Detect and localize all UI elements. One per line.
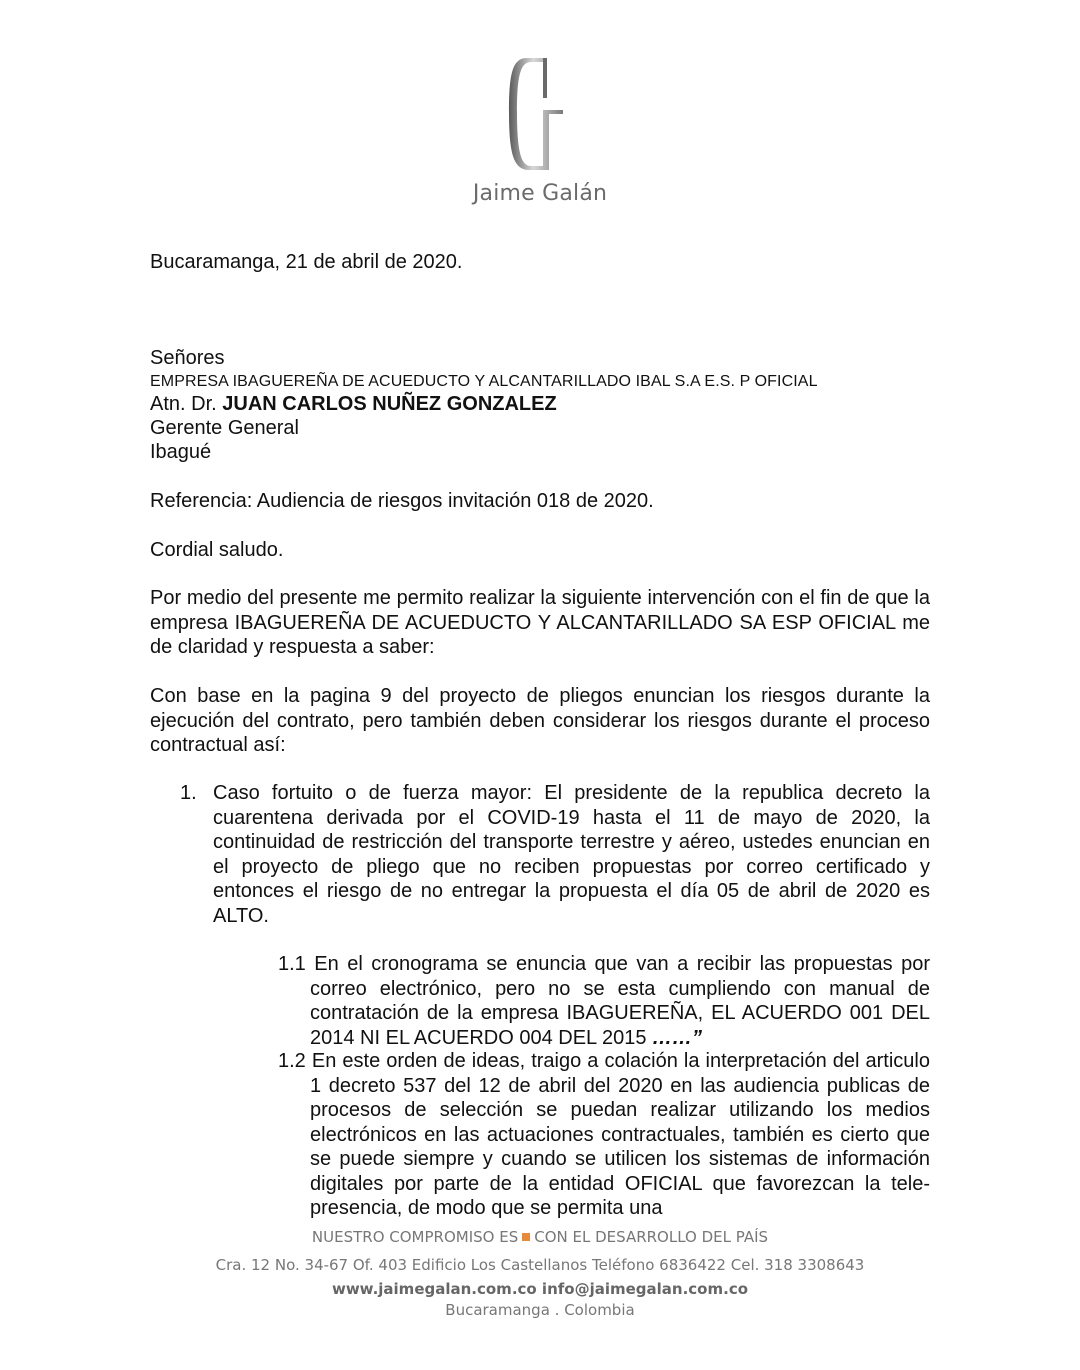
paragraph-base: Con base en la pagina 9 del proyecto de pliegos enuncian los riesgos durante la ejecución del contrato, pero también deben considerar los riesgos durante el proceso contractual así: (150, 685, 930, 756)
city: Ibagué (150, 441, 212, 463)
logo-name: Jaime Galán (472, 181, 608, 206)
footer-city: Bucaramanga . Colombia (445, 1301, 635, 1319)
company-name: EMPRESA IBAGUEREÑA DE ACUEDUCTO Y ALCANTARILLADO IBAL S.A E.S. P OFICIAL (150, 373, 818, 390)
slogan-right: CON EL DESARROLLO DEL PAÍS (534, 1228, 769, 1246)
footer-web[interactable]: www.jaimegalan.com.co info@jaimegalan.com.co (331, 1280, 749, 1298)
sub-item-1-1-tail: ……” (652, 1026, 703, 1049)
list-item-text: Caso fortuito o de fuerza mayor: El presidente de la republica decreto la cuarentena derivada por el COVID-19 hasta el 11 de mayo de 2020, la continuidad de restricción del transporte terrestre y aéreo, ustedes enuncian en el proyecto de pliego que no reciben propuestas por correo certificado y entonces el riesgo de no entregar la propuesta el día 05 de abril de 2020 es ALTO. (213, 782, 930, 927)
slogan-left: NUESTRO COMPROMISO ES (311, 1228, 519, 1246)
list-item-number: 1. (180, 782, 197, 804)
sub-item-text: 1.2 En este orden de ideas, traigo a colación la interpretación del articulo 1 decreto 537 del 12 de abril del 2020 en las audiencia publicas de procesos de selección se puedan realizar utilizando los medios electrónicos en las actuaciones contractuales, también es cierto que se puede siempre y cuando se utilicen los sistemas de información digitales por parte de la entidad OFICIAL que favorezcan la tele-presencia, de modo que se permita una (278, 1050, 930, 1219)
attention-name: JUAN CARLOS NUÑEZ GONZALEZ (222, 393, 557, 415)
sub-item-1-1-text: 1.1 En el cronograma se enuncia que van a recibir las propuestas por correo electrónico, pero no se esta cumpliendo con manual de contratación de la empresa IBAGUEREÑA, EL ACUERDO 001 DEL 2014 NI EL ACUERDO 004 DEL 2015 (278, 953, 930, 1049)
footer-slogan (0, 1228, 1080, 1246)
orange-square-icon (522, 1233, 530, 1241)
place-date: Bucaramanga, 21 de abril de 2020. (150, 251, 463, 273)
company-logo (460, 52, 620, 242)
footer-address: Cra. 12 No. 34-67 Of. 403 Edificio Los Castellanos Teléfono 6836422 Cel. 318 3308643 (215, 1256, 865, 1274)
paragraph-intro: Por medio del presente me permito realizar la siguiente intervención con el fin de que la empresa IBAGUEREÑA DE ACUEDUCTO Y ALCANTARILLADO SA ESP OFICIAL me de claridad y respuesta a saber: (150, 587, 930, 658)
sub-item-text (278, 952, 930, 1050)
salutation-to: Señores (150, 347, 225, 369)
reference: Referencia: Audiencia de riesgos invitación 018 de 2020. (150, 490, 654, 512)
letter-g-logo-icon (505, 52, 575, 177)
sub-item-1-2 (278, 1049, 930, 1221)
list-item-1 (180, 781, 930, 928)
sub-item-1-1 (278, 952, 930, 1050)
position: Gerente General (150, 417, 299, 439)
attention-prefix: Atn. Dr. (150, 393, 223, 415)
greeting: Cordial saludo. (150, 539, 284, 561)
attention-line (150, 392, 557, 416)
